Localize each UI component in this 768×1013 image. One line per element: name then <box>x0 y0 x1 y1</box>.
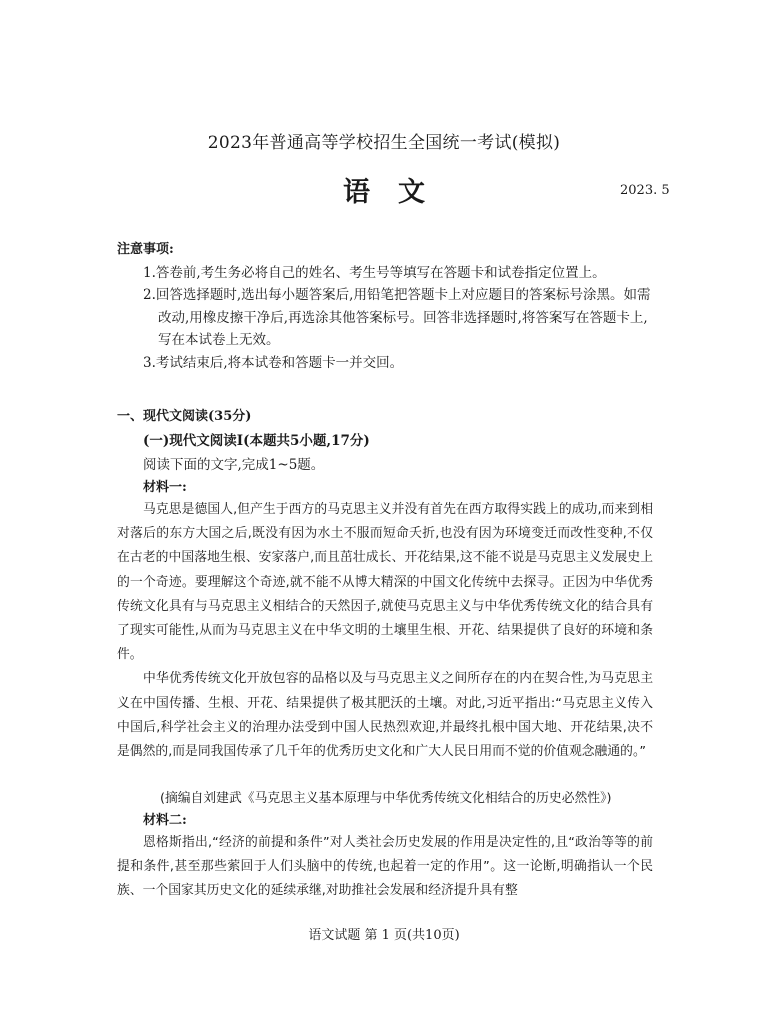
notes-heading: 注意事项: <box>117 242 174 257</box>
exam-title: 2023年普通高等学校招生全国统一考试(模拟) <box>207 133 561 153</box>
notes-item: 2.回答选择题时,选出每小题答案后,用铅笔把答题卡上对应题目的答案标号涂黑。如需改动,用橡皮擦干净后,再选涂其他答案标号。回答非选择题时,将答案写在答题卡上,写在本试卷上无效。 <box>143 287 651 349</box>
subject-title: 语文 <box>343 177 453 208</box>
material-two-label: 材料二: <box>143 813 187 828</box>
notes-item: 1.答卷前,考生务必将自己的姓名、考生号等填写在答题卡和试卷指定位置上。 <box>143 265 606 281</box>
notes-list <box>143 262 658 374</box>
exam-date: 2023. 5 <box>620 183 670 198</box>
paragraph: 马克思是德国人,但产生于西方的马克思主义并没有首先在西方取得实践上的成功,而来到相对落后的东方大国之后,既没有因为水土不服而短命夭折,也没有因为环境变迁而改性变种,不仅在古老的中国落地生根、安家落户,而且茁壮成长、开花结果,这不能不说是马克思主义发展史上的一个奇迹。要理解这个奇迹,就不能不从博大精深的中国文化传统中去探寻。正因为中华优秀传统文化具有与马克思主义相结合的天然因子,就使马克思主义与中华优秀传统文化的结合具有了现实可能性,从而为马克思主义在中华文明的土壤里生根、开花、结果提供了良好的环境和条件。 <box>117 502 653 663</box>
paragraph: 中华优秀传统文化开放包容的品格以及与马克思主义之间所存在的内在契合性,为马克思主义在中国传播、生根、开花、结果提供了极其肥沃的土壤。对此,习近平指出:“马克思主义传入中国后,科学社会主义的治理办法受到中国人民热烈欢迎,并最终扎根中国大地、开花结果,决不是偶然的,而是同我国传承了几千年的优秀历史文化和广大人民日用而不觉的价值观念融通的。” <box>117 671 653 760</box>
reading-instruction: 阅读下面的文字,完成1~5题。 <box>143 457 325 473</box>
page-footer: 语文试题 第 1 页(共10页) <box>308 928 460 943</box>
paragraph: 恩格斯指出,“经济的前提和条件”对人类社会历史发展的作用是决定性的,且“政治等等的前提和条件,甚至那些萦回于人们头脑中的传统,也起着一定的作用”。这一论断,明确指认一个民族、一个国家其历史文化的延续承继,对助推社会发展和经济提升具有整 <box>117 835 653 899</box>
material-one-citation: (摘编自刘建武《马克思主义基本原理与中华优秀传统文化相结合的历史必然性》) <box>160 791 612 806</box>
material-two-text <box>117 831 653 904</box>
material-one-label: 材料一: <box>143 480 187 495</box>
section-heading: 一、现代文阅读(35分) <box>117 409 252 424</box>
notes-item: 3.考试结束后,将本试卷和答题卡一并交回。 <box>143 354 404 371</box>
material-one-text <box>117 498 653 764</box>
sub-heading: (一)现代文阅读Ⅰ(本题共5小题,17分) <box>143 433 370 449</box>
